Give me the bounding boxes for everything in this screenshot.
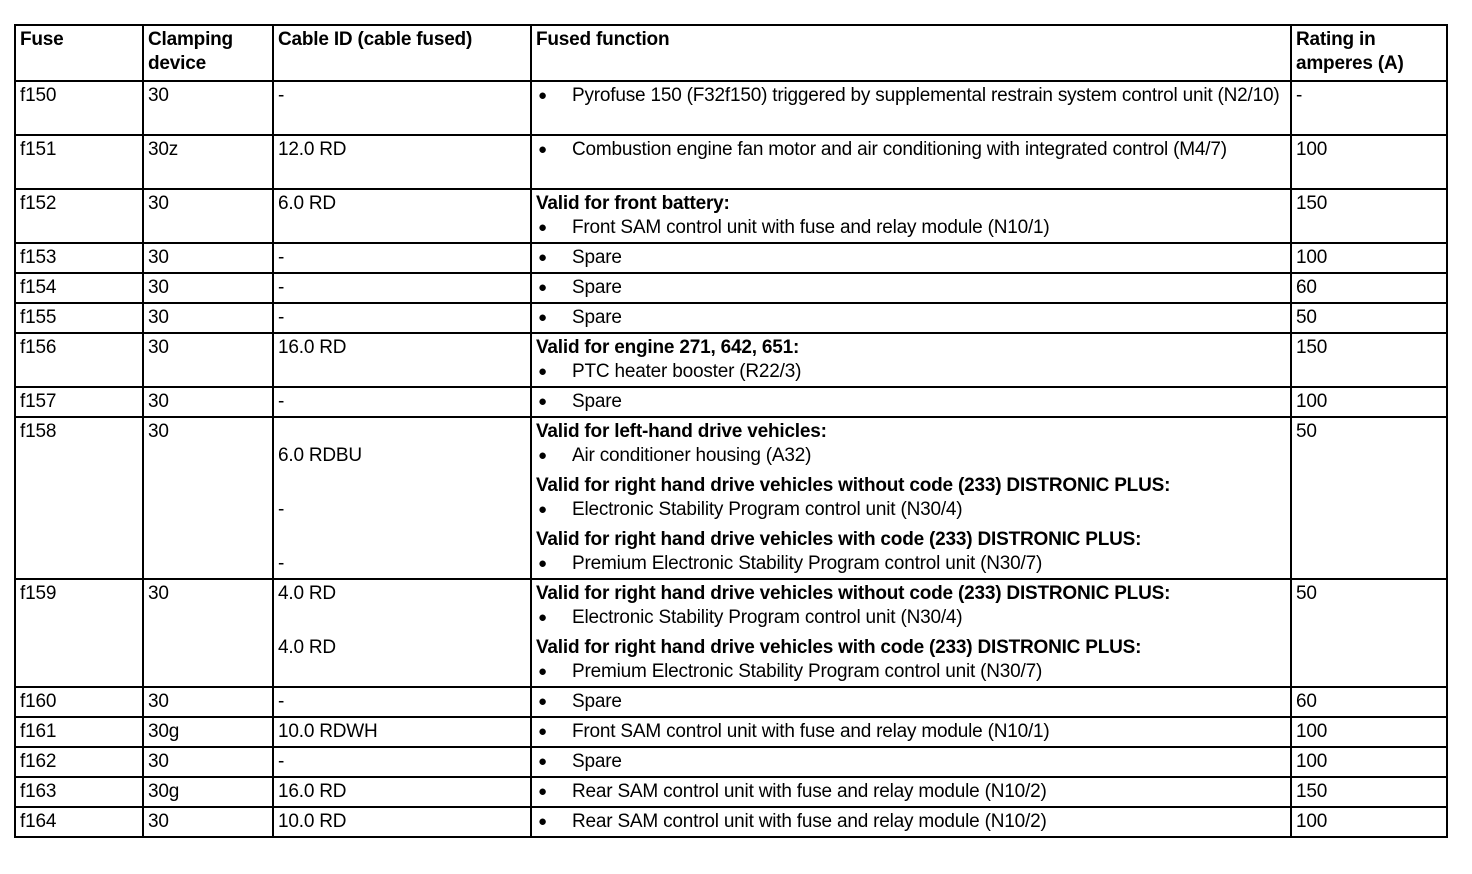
fuse-table (14, 24, 1448, 838)
clamp-cell: 30 (143, 747, 273, 777)
header-fused-function: Fused function (531, 25, 1291, 81)
cable-cell: - (273, 747, 531, 777)
bullet-icon: ● (538, 393, 547, 410)
cable-cell: - (273, 243, 531, 273)
bullet-icon: ● (538, 363, 547, 380)
cable-cell: - (273, 273, 531, 303)
cable-value: 4.0 RD (278, 637, 336, 658)
clamp-cell: 30 (143, 273, 273, 303)
function-item: Front SAM control unit with fuse and relay module (N10/1) (572, 721, 1050, 742)
header-rating: Rating in amperes (A) (1291, 25, 1447, 81)
function-heading: Valid for right hand drive vehicles without code (233) DISTRONIC PLUS: (536, 475, 1171, 496)
rating-cell: 100 (1291, 135, 1447, 189)
bullet-icon: ● (538, 447, 547, 464)
cable-cell: 10.0 RD (273, 807, 531, 837)
header-clamping-device: Clamping device (143, 25, 273, 81)
fuse-cell: f151 (15, 135, 143, 189)
rating-cell: 60 (1291, 273, 1447, 303)
cable-cell: 10.0 RDWH (273, 717, 531, 747)
function-item: Rear SAM control unit with fuse and relay module (N10/2) (572, 811, 1047, 832)
cable-cell: 12.0 RD (273, 135, 531, 189)
function-cell (531, 135, 1291, 189)
table-row (15, 687, 1447, 717)
bullet-icon: ● (538, 219, 547, 236)
clamp-cell: 30 (143, 189, 273, 243)
header-cable-id: Cable ID (cable fused) (273, 25, 531, 81)
function-cell (531, 807, 1291, 837)
table-row (15, 135, 1447, 189)
bullet-icon: ● (538, 501, 547, 518)
rating-cell: 60 (1291, 687, 1447, 717)
clamp-cell: 30 (143, 303, 273, 333)
fuse-cell: f152 (15, 189, 143, 243)
function-cell (531, 81, 1291, 135)
rating-cell: 150 (1291, 777, 1447, 807)
table-row (15, 333, 1447, 387)
bullet-icon: ● (538, 609, 547, 626)
cable-value: - (278, 499, 285, 520)
function-item: Combustion engine fan motor and air conditioning with integrated control (M4/7) (572, 139, 1227, 160)
cable-value: 6.0 RDBU (278, 445, 362, 466)
rating-cell: 150 (1291, 333, 1447, 387)
table-row (15, 777, 1447, 807)
cable-cell: - (273, 81, 531, 135)
rating-cell: 150 (1291, 189, 1447, 243)
function-cell (531, 243, 1291, 273)
rating-cell: 50 (1291, 417, 1447, 579)
function-item: Premium Electronic Stability Program control unit (N30/7) (572, 553, 1043, 574)
function-cell (531, 303, 1291, 333)
table-row (15, 387, 1447, 417)
function-item: Premium Electronic Stability Program control unit (N30/7) (572, 661, 1043, 682)
table-row (15, 303, 1447, 333)
function-cell (531, 333, 1291, 387)
table-row (15, 747, 1447, 777)
fuse-cell: f153 (15, 243, 143, 273)
fuse-cell: f164 (15, 807, 143, 837)
fuse-cell: f157 (15, 387, 143, 417)
bullet-icon: ● (538, 753, 547, 770)
rating-cell: 100 (1291, 243, 1447, 273)
clamp-cell: 30 (143, 417, 273, 579)
cable-cell: 6.0 RD (273, 189, 531, 243)
fuse-cell: f154 (15, 273, 143, 303)
table-row (15, 243, 1447, 273)
function-item: Spare (572, 391, 622, 412)
bullet-icon: ● (538, 783, 547, 800)
function-heading: Valid for right hand drive vehicles with code (233) DISTRONIC PLUS: (536, 637, 1142, 658)
function-item: Electronic Stability Program control unit (N30/4) (572, 499, 963, 520)
function-cell (531, 387, 1291, 417)
cable-cell: - (273, 687, 531, 717)
clamp-cell: 30 (143, 579, 273, 687)
function-cell (531, 189, 1291, 243)
clamp-cell: 30z (143, 135, 273, 189)
bullet-icon: ● (538, 309, 547, 326)
function-item: Pyrofuse 150 (F32f150) triggered by supplemental restrain system control unit (N2/10) (572, 85, 1280, 106)
function-item: Front SAM control unit with fuse and relay module (N10/1) (572, 217, 1050, 238)
function-item: Rear SAM control unit with fuse and relay module (N10/2) (572, 781, 1047, 802)
bullet-icon: ● (538, 141, 547, 158)
bullet-icon: ● (538, 813, 547, 830)
bullet-icon: ● (538, 723, 547, 740)
function-heading: Valid for left-hand drive vehicles: (536, 421, 827, 442)
table-row (15, 717, 1447, 747)
fuse-cell: f162 (15, 747, 143, 777)
cable-cell (273, 579, 531, 687)
bullet-icon: ● (538, 555, 547, 572)
function-heading: Valid for right hand drive vehicles without code (233) DISTRONIC PLUS: (536, 583, 1171, 604)
function-item: Spare (572, 691, 622, 712)
clamp-cell: 30 (143, 807, 273, 837)
cable-cell: - (273, 303, 531, 333)
table-row (15, 273, 1447, 303)
function-cell (531, 687, 1291, 717)
cable-cell: 16.0 RD (273, 777, 531, 807)
fuse-cell: f150 (15, 81, 143, 135)
clamp-cell: 30 (143, 243, 273, 273)
function-cell (531, 717, 1291, 747)
function-cell (531, 747, 1291, 777)
bullet-icon: ● (538, 693, 547, 710)
clamp-cell: 30 (143, 687, 273, 717)
rating-cell: 50 (1291, 303, 1447, 333)
table-row (15, 807, 1447, 837)
cable-value: 4.0 RD (278, 583, 336, 604)
bullet-icon: ● (538, 279, 547, 296)
clamp-cell: 30 (143, 387, 273, 417)
function-item: Electronic Stability Program control unit (N30/4) (572, 607, 963, 628)
fuse-cell: f161 (15, 717, 143, 747)
cable-value: - (278, 553, 285, 574)
bullet-icon: ● (538, 249, 547, 266)
fuse-cell: f158 (15, 417, 143, 579)
function-item: Spare (572, 751, 622, 772)
fuse-cell: f159 (15, 579, 143, 687)
cable-cell (273, 417, 531, 579)
rating-cell: 100 (1291, 747, 1447, 777)
bullet-icon: ● (538, 87, 547, 104)
clamp-cell: 30 (143, 333, 273, 387)
function-item: Spare (572, 247, 622, 268)
rating-cell: 50 (1291, 579, 1447, 687)
table-body (15, 81, 1447, 837)
clamp-cell: 30g (143, 717, 273, 747)
table-row (15, 579, 1447, 687)
function-heading: Valid for front battery: (536, 193, 730, 214)
function-heading: Valid for engine 271, 642, 651: (536, 337, 800, 358)
function-cell (531, 417, 1291, 579)
table-row (15, 81, 1447, 135)
function-cell (531, 273, 1291, 303)
rating-cell: 100 (1291, 807, 1447, 837)
rating-cell: 100 (1291, 387, 1447, 417)
header-fuse: Fuse (15, 25, 143, 81)
fuse-cell: f163 (15, 777, 143, 807)
function-item: PTC heater booster (R22/3) (572, 361, 802, 382)
table-row (15, 189, 1447, 243)
table-row (15, 417, 1447, 579)
clamp-cell: 30g (143, 777, 273, 807)
function-item: Air conditioner housing (A32) (572, 445, 812, 466)
cable-cell: - (273, 387, 531, 417)
function-item: Spare (572, 277, 622, 298)
function-item: Spare (572, 307, 622, 328)
function-cell (531, 777, 1291, 807)
fuse-cell: f160 (15, 687, 143, 717)
clamp-cell: 30 (143, 81, 273, 135)
fuse-cell: f156 (15, 333, 143, 387)
function-heading: Valid for right hand drive vehicles with code (233) DISTRONIC PLUS: (536, 529, 1142, 550)
fuse-cell: f155 (15, 303, 143, 333)
rating-cell: - (1291, 81, 1447, 135)
table-header-row (15, 25, 1447, 81)
function-cell (531, 579, 1291, 687)
bullet-icon: ● (538, 663, 547, 680)
rating-cell: 100 (1291, 717, 1447, 747)
cable-cell: 16.0 RD (273, 333, 531, 387)
